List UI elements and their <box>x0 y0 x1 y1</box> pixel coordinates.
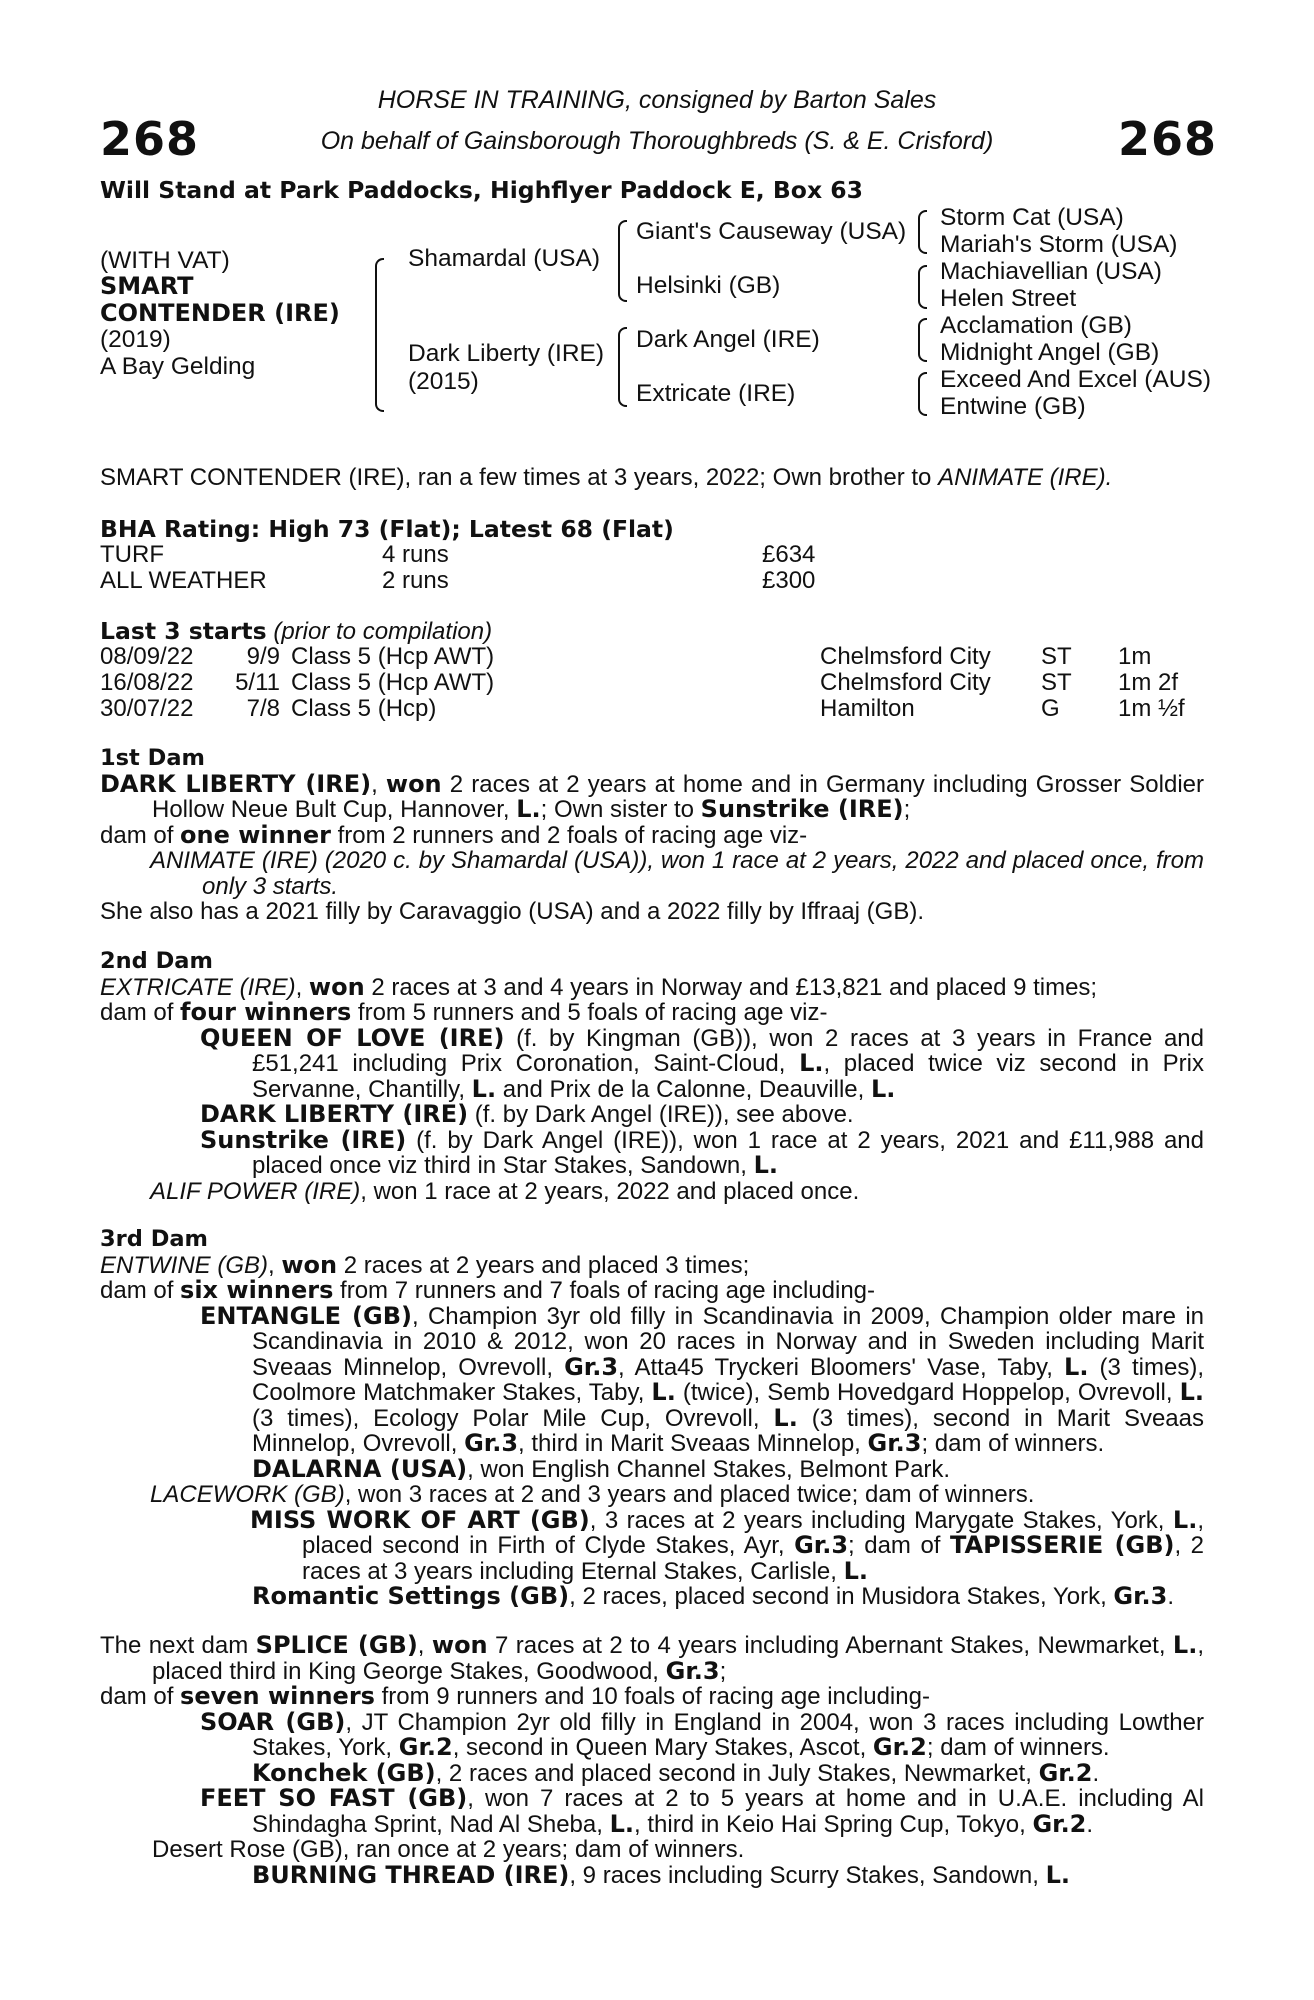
start-course-1: Chelmsford City <box>820 643 991 670</box>
dam-brace <box>618 327 627 407</box>
ds-sire: Acclamation (GB) <box>940 312 1132 339</box>
listed-label: L. <box>843 1556 869 1585</box>
txt: from 2 runners and 2 foals of racing age viz- <box>330 821 808 849</box>
txt: , JT Champion 2yr old filly in England in 2004, won 3 races including Lowther Stakes, York, <box>252 1708 1204 1761</box>
dam: Dark Liberty (IRE) <box>408 340 605 367</box>
foal-name: FEET SO FAST (GB) <box>200 1784 468 1812</box>
dd-dam: Entwine (GB) <box>940 393 1086 420</box>
rating-heading: BHA Rating: High 73 (Flat); Latest 68 (Flat) <box>100 515 674 543</box>
start-going-1: ST <box>1041 643 1072 670</box>
txt: , <box>417 1632 432 1659</box>
won-label: won <box>281 1250 338 1279</box>
start-class-3: Class 5 (Hcp) <box>291 695 437 722</box>
txt: , <box>295 973 309 1001</box>
second-dam-heading: 2nd Dam <box>100 948 213 974</box>
txt: (f. by Dark Angel (IRE)), won 1 race at 2 years, 2021 and £11,988 and placed once viz third in Star Stakes, Sandown, <box>252 1126 1204 1179</box>
start-dist-3: 1m ½f <box>1118 695 1185 722</box>
third-dam-heading: 3rd Dam <box>100 1226 208 1252</box>
txt: dam of <box>100 999 181 1026</box>
foal-name: LACEWORK (GB) <box>150 1481 345 1508</box>
txt: , won 1 race at 2 years, 2022 and placed once. <box>360 1177 860 1205</box>
start-course-3: Hamilton <box>820 695 915 722</box>
group-label: Gr.3 <box>564 1352 619 1381</box>
ss-dam: Mariah's Storm (USA) <box>940 231 1178 258</box>
start-going-3: G <box>1041 695 1060 722</box>
foal-name: Konchek (GB) <box>252 1758 436 1787</box>
ds-brace <box>918 318 927 362</box>
starts-heading <box>100 617 492 646</box>
txt: , <box>268 1251 282 1279</box>
dd-brace <box>918 372 927 416</box>
dam-name: ENTWINE (GB) <box>100 1251 268 1279</box>
start-class-1: Class 5 (Hcp AWT) <box>291 643 495 670</box>
txt: , <box>371 770 386 798</box>
txt: dam of <box>100 821 181 849</box>
consignor-line: HORSE IN TRAINING, consigned by Barton Sales <box>377 86 937 114</box>
group-label: Gr.2 <box>1032 1809 1087 1838</box>
foal-konchek <box>100 1758 1204 1787</box>
second-dam-section <box>100 949 1204 1204</box>
foal-burning-thread <box>100 1860 1204 1889</box>
rating-earnings-aw: £300 <box>762 567 816 594</box>
txt: , placed third in King George Stakes, Goodwood, <box>152 1632 1205 1685</box>
horse-name-line2: CONTENDER (IRE) <box>100 299 340 327</box>
foal-romantic-settings <box>100 1584 1204 1610</box>
foal-name: TAPISSERIE (GB) <box>950 1531 1175 1559</box>
txt: , won 7 races at 2 to 5 years at home and in U.A.E. including Al Shindagha Sprint, Nad Al Sheba, <box>252 1785 1204 1838</box>
rating-surface-turf: TURF <box>100 541 164 568</box>
txt: dam of <box>100 1277 181 1304</box>
txt: (f. by Kingman (GB)), won 2 races at 3 years in France and £51,241 including Prix Coronation, Saint-Cloud, <box>252 1024 1204 1077</box>
start-going-2: ST <box>1041 669 1072 696</box>
ss-brace <box>918 210 927 254</box>
start-pos-3: 7/8 <box>246 695 280 722</box>
foal-name: QUEEN OF LOVE (IRE) <box>200 1023 505 1052</box>
group-label: Gr.3 <box>464 1429 519 1457</box>
foal-alif-power <box>100 1179 1204 1205</box>
rating-surface-aw: ALL WEATHER <box>100 567 267 594</box>
foal-name: Romantic Settings (GB) <box>252 1582 570 1610</box>
txt: 2 races at 3 and 4 years in Norway and £13,821 and placed 9 times; <box>364 973 1098 1001</box>
listed-label: L. <box>516 795 541 823</box>
txt: , 9 races including Scurry Stakes, Sandown, <box>569 1861 1046 1889</box>
sd-dam: Helen Street <box>940 285 1077 312</box>
listed-label: L. <box>773 1403 798 1432</box>
txt: dam of <box>100 1683 181 1710</box>
txt: The next dam <box>100 1632 256 1659</box>
dam-year: (2015) <box>408 368 479 395</box>
txt: 2 races at 2 years and placed 3 times; <box>337 1251 750 1279</box>
first-dam-other-foals: She also has a 2021 filly by Caravaggio (USA) and a 2022 filly by Iffraaj (GB). <box>100 898 924 925</box>
foal-sunstrike <box>100 1125 1204 1179</box>
second-dam-record <box>100 972 1204 1001</box>
start-course-2: Chelmsford City <box>820 669 991 696</box>
start-date-1: 08/09/22 <box>100 643 194 670</box>
foal-dark-liberty <box>100 1102 1204 1128</box>
txt: ; dam of winners. <box>921 1430 1105 1457</box>
foal-name: ENTANGLE (GB) <box>200 1301 412 1330</box>
sibling-name: Sunstrike (IRE) <box>700 795 904 823</box>
group-label: Gr.3 <box>867 1429 922 1457</box>
summary-text: SMART CONTENDER (IRE), ran a few times at 3 years, 2022; Own brother to <box>100 464 939 491</box>
rating-runs-turf: 4 runs <box>382 541 449 568</box>
group-label: Gr.3 <box>1113 1582 1168 1610</box>
start-pos-1: 9/9 <box>246 643 280 670</box>
next-dam-produce <box>100 1684 1204 1710</box>
rating-earnings-turf: £634 <box>762 541 816 568</box>
third-dam-section <box>100 1227 1204 1610</box>
foal-soar <box>100 1707 1204 1761</box>
listed-label: L. <box>651 1378 676 1406</box>
won-label: won <box>385 769 442 798</box>
group-label: Gr.3 <box>794 1531 849 1559</box>
txt: from 9 runners and 10 foals of racing age including- <box>374 1683 930 1710</box>
txt: 2 races at 2 years at home and in Germany including Grosser Soldier Hollow Neue Bult Cup, Hannover, <box>152 770 1204 823</box>
txt: . <box>1086 1810 1094 1838</box>
listed-label: L. <box>753 1151 779 1179</box>
dam-sire: Dark Angel (IRE) <box>636 326 820 353</box>
winners-count: six winners <box>180 1276 334 1304</box>
foal-name: MISS WORK OF ART (GB) <box>250 1505 590 1534</box>
txt: from 5 runners and 5 foals of racing age viz- <box>351 999 828 1026</box>
foal-queen-of-love <box>100 1023 1204 1103</box>
sd-brace <box>918 265 927 309</box>
txt: , won English Channel Stakes, Belmont Park. <box>467 1455 951 1483</box>
summary-sibling: ANIMATE (IRE). <box>938 464 1113 491</box>
start-class-2: Class 5 (Hcp AWT) <box>291 669 495 696</box>
txt: (3 times), second in Marit Sveaas Minnelop, Ovrevoll, <box>252 1404 1204 1457</box>
ds-dam: Midnight Angel (GB) <box>940 339 1160 366</box>
foal-name: Sunstrike (IRE) <box>200 1125 407 1154</box>
foal-name: SOAR (GB) <box>200 1707 346 1736</box>
txt: , third in Marit Sveaas Minnelop, <box>518 1430 868 1457</box>
first-dam-section <box>100 746 1204 925</box>
first-dam-record <box>100 769 1204 823</box>
sire-dam: Helsinki (GB) <box>636 272 781 299</box>
group-label: Gr.3 <box>665 1656 720 1685</box>
foal-name: BURNING THREAD (IRE) <box>252 1860 570 1889</box>
txt: , 2 races and placed second in July Stakes, Newmarket, <box>435 1759 1039 1787</box>
foal-dalarna <box>100 1454 1204 1483</box>
txt: ; <box>903 796 911 823</box>
txt: , won 3 races at 2 and 3 years and placed twice; dam of winners. <box>344 1481 1035 1508</box>
sire-sire: Giant's Causeway (USA) <box>636 218 907 245</box>
foal-miss-work-of-art <box>100 1505 1205 1585</box>
horse-description: A Bay Gelding <box>100 353 256 380</box>
foal-name: ALIF POWER (IRE) <box>150 1177 361 1205</box>
winners-count: seven winners <box>180 1682 375 1710</box>
txt: and Prix de la Calonne, Deauville, <box>496 1075 871 1103</box>
first-dam-heading: 1st Dam <box>100 745 205 771</box>
second-dam-produce <box>100 1000 1204 1026</box>
winners-count: four winners <box>180 998 352 1026</box>
summary-line <box>100 465 1112 491</box>
start-dist-1: 1m <box>1118 643 1152 670</box>
listed-label: L. <box>1172 1631 1198 1659</box>
txt: (twice), Semb Hovedgard Hoppelop, Ovrevoll, <box>675 1379 1180 1406</box>
pedigree-brace <box>375 258 384 412</box>
txt: , second in Queen Mary Stakes, Ascot, <box>452 1734 873 1761</box>
start-dist-2: 1m 2f <box>1118 669 1179 696</box>
foal-entangle <box>100 1301 1205 1457</box>
foal-feet-so-fast <box>100 1786 1204 1837</box>
starts-title: Last 3 starts <box>100 617 267 645</box>
listed-label: L. <box>1064 1352 1089 1381</box>
listed-label: L. <box>471 1074 497 1103</box>
first-dam-produce <box>100 820 1204 849</box>
listed-label: L. <box>609 1809 635 1838</box>
starts-note: (prior to compilation) <box>266 618 493 645</box>
txt: ; dam of winners. <box>926 1734 1110 1761</box>
sire-brace <box>618 220 627 302</box>
txt: (3 times), Ecology Polar Mile Cup, Ovrevoll, <box>252 1404 774 1432</box>
txt: from 7 runners and 7 foals of racing age including- <box>333 1277 876 1304</box>
dam-name: SPLICE (GB) <box>255 1631 418 1659</box>
dam-dam: Extricate (IRE) <box>636 380 796 407</box>
won-label: won <box>308 972 365 1001</box>
stable-location: Will Stand at Park Paddocks, Highflyer Paddock E, Box 63 <box>100 176 863 204</box>
txt: , placed twice viz second in Prix Servanne, Chantilly, <box>252 1050 1204 1103</box>
txt: (3 times), Coolmore Matchmaker Stakes, Taby, <box>252 1353 1204 1406</box>
next-dam-section <box>100 1633 1204 1888</box>
txt: , Atta45 Tryckeri Bloomers' Vase, Taby, <box>618 1353 1065 1381</box>
won-label: won <box>431 1631 488 1659</box>
txt: , 2 races at 3 years including Eternal Stakes, Carlisle, <box>302 1532 1205 1585</box>
foal-name: DALARNA (USA) <box>252 1454 468 1483</box>
third-dam-record <box>100 1250 1204 1279</box>
txt: , placed second in Firth of Clyde Stakes, Ayr, <box>302 1506 1204 1559</box>
winners-count: one winner <box>180 820 331 849</box>
start-date-2: 16/08/22 <box>100 669 194 696</box>
lot-number-left: 268 <box>100 112 200 166</box>
start-pos-2: 5/11 <box>235 669 280 696</box>
foal-name: DARK LIBERTY (IRE) <box>200 1100 469 1128</box>
txt: . <box>1092 1759 1100 1787</box>
ss-sire: Storm Cat (USA) <box>940 204 1124 231</box>
txt: ; <box>719 1657 727 1685</box>
foal-desert-rose: Desert Rose (GB), ran once at 2 years; dam of winners. <box>152 1836 745 1863</box>
next-dam-record <box>100 1633 1204 1684</box>
third-dam-produce <box>100 1278 1204 1304</box>
txt: ; Own sister to <box>540 796 701 823</box>
foal-lacework <box>100 1482 1204 1508</box>
txt: , third in Keio Hai Spring Cup, Tokyo, <box>634 1810 1033 1838</box>
first-dam-foal: ANIMATE (IRE) (2020 c. by Shamardal (USA)), won 1 race at 2 years, 2022 and placed once, from only 3 starts. <box>150 847 1204 900</box>
sd-sire: Machiavellian (USA) <box>940 258 1162 285</box>
start-date-3: 30/07/22 <box>100 695 194 722</box>
txt: (f. by Dark Angel (IRE)), see above. <box>468 1101 854 1128</box>
listed-label: L. <box>1172 1505 1198 1534</box>
txt: , Champion 3yr old filly in Scandinavia in 2009, Champion older mare in Scandinavia in 2010 & 2012, won 20 races in Norway and in Sweden including Marit Sveaas Minnelop, Ovrevoll, <box>252 1302 1205 1381</box>
listed-label: L. <box>870 1074 896 1103</box>
listed-label: L. <box>799 1049 824 1077</box>
txt: ; dam of <box>848 1532 951 1559</box>
vendor-line: On behalf of Gainsborough Thoroughbreds (S. & E. Crisford) <box>320 127 994 155</box>
txt: 7 races at 2 to 4 years including Abernant Stakes, Newmarket, <box>487 1632 1173 1659</box>
txt: , 3 races at 2 years including Marygate Stakes, York, <box>589 1506 1173 1534</box>
listed-label: L. <box>1045 1860 1071 1889</box>
dam-name: EXTRICATE (IRE) <box>100 973 296 1001</box>
dd-sire: Exceed And Excel (AUS) <box>940 366 1211 393</box>
group-label: Gr.2 <box>398 1733 453 1761</box>
rating-runs-aw: 2 runs <box>382 567 449 594</box>
lot-number-right: 268 <box>1118 112 1218 166</box>
vat-label: (WITH VAT) <box>100 247 230 274</box>
horse-name-line1: SMART <box>100 272 194 300</box>
listed-label: L. <box>1179 1378 1204 1406</box>
txt: , 2 races, placed second in Musidora Stakes, York, <box>569 1583 1114 1610</box>
group-label: Gr.2 <box>1038 1758 1093 1787</box>
group-label: Gr.2 <box>872 1733 927 1761</box>
horse-year: (2019) <box>100 326 171 353</box>
dam-name: DARK LIBERTY (IRE) <box>100 769 372 798</box>
sire: Shamardal (USA) <box>408 245 600 272</box>
txt: . <box>1167 1583 1175 1610</box>
